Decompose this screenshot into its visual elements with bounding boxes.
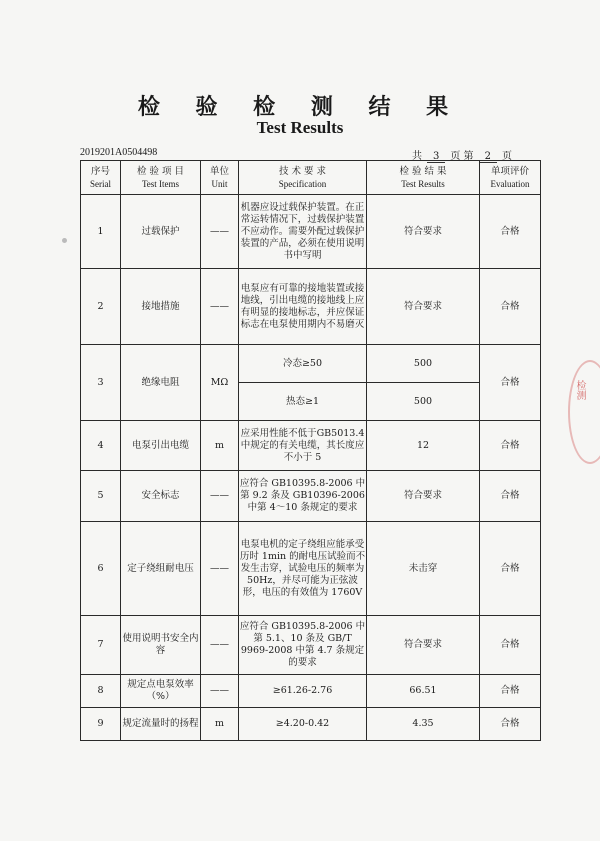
col-header-spec: 技 术 要 求 Specification bbox=[239, 161, 367, 195]
cell-unit: MΩ bbox=[201, 345, 239, 421]
cell-result: 符合要求 bbox=[367, 269, 480, 345]
page-total: 3 bbox=[427, 151, 445, 163]
cell-result: 12 bbox=[367, 421, 480, 471]
cell-spec: ≥61.26-2.76 bbox=[239, 675, 367, 708]
table-row bbox=[81, 616, 541, 675]
cell-spec: 应采用性能不低于GB5013.4 中规定的有关电缆，其长度应不小于 5 bbox=[239, 421, 367, 471]
cell-result-cold: 500 bbox=[367, 345, 480, 383]
cell-evaluation: 合格 bbox=[480, 708, 541, 741]
cell-spec: 电泵应有可靠的接地装置或接地线，引出电缆的接地线上应有明显的接地标志，并应保证标志在电泵使用期内不易磨灭 bbox=[239, 269, 367, 345]
cell-item: 绝缘电阻 bbox=[121, 345, 201, 421]
cell-item: 定子绕组耐电压 bbox=[121, 522, 201, 616]
cell-spec: 应符合 GB10395.8-2006 中第 5.1、10 条及 GB/T 9969-2008 中第 4.7 条规定的要求 bbox=[239, 616, 367, 675]
cell-serial: 4 bbox=[81, 421, 121, 471]
cell-evaluation: 合格 bbox=[480, 269, 541, 345]
cell-serial: 8 bbox=[81, 675, 121, 708]
table-row bbox=[81, 675, 541, 708]
table-row bbox=[81, 522, 541, 616]
page-current: 2 bbox=[479, 151, 497, 163]
cell-unit: —— bbox=[201, 195, 239, 269]
cell-unit: —— bbox=[201, 471, 239, 522]
table-row bbox=[81, 471, 541, 522]
table-header-row bbox=[81, 161, 541, 195]
page-suffix: 页 bbox=[501, 151, 512, 162]
cell-serial: 7 bbox=[81, 616, 121, 675]
col-header-result: 检 验 结 果 Test Results bbox=[367, 161, 480, 195]
cell-evaluation: 合格 bbox=[480, 675, 541, 708]
cell-serial: 6 bbox=[81, 522, 121, 616]
cell-result: 4.35 bbox=[367, 708, 480, 741]
cell-item: 过载保护 bbox=[121, 195, 201, 269]
cell-item: 电泵引出电缆 bbox=[121, 421, 201, 471]
cell-unit: —— bbox=[201, 675, 239, 708]
table-row bbox=[81, 345, 541, 383]
cell-serial: 5 bbox=[81, 471, 121, 522]
seal-stamp bbox=[568, 360, 600, 464]
cell-result: 66.51 bbox=[367, 675, 480, 708]
seal-stamp-text: 检测 bbox=[574, 380, 585, 400]
col-header-unit: 单位 Unit bbox=[201, 161, 239, 195]
cell-evaluation: 合格 bbox=[480, 195, 541, 269]
col-header-item: 检 验 项 目 Test Items bbox=[121, 161, 201, 195]
cell-evaluation: 合格 bbox=[480, 616, 541, 675]
cell-result: 未击穿 bbox=[367, 522, 480, 616]
cell-unit: —— bbox=[201, 522, 239, 616]
cell-result: 符合要求 bbox=[367, 195, 480, 269]
cell-serial: 1 bbox=[81, 195, 121, 269]
cell-item: 使用说明书安全内容 bbox=[121, 616, 201, 675]
cell-result-hot: 500 bbox=[367, 383, 480, 421]
cell-spec-hot: 热态≥1 bbox=[239, 383, 367, 421]
cell-item: 安全标志 bbox=[121, 471, 201, 522]
cell-serial: 9 bbox=[81, 708, 121, 741]
page-prefix: 共 bbox=[412, 151, 422, 162]
cell-item: 规定点电泵效率（%） bbox=[121, 675, 201, 708]
cell-evaluation: 合格 bbox=[480, 345, 541, 421]
report-number: 2019201A0504498 bbox=[80, 147, 158, 158]
cell-unit: m bbox=[201, 421, 239, 471]
cell-unit: m bbox=[201, 708, 239, 741]
cell-item: 接地措施 bbox=[121, 269, 201, 345]
col-header-evaluation: 单项评价 Evaluation bbox=[480, 161, 541, 195]
cell-spec: 机器应设过载保护装置。在正常运转情况下，过载保护装置不应动作。需要外配过载保护装置的产品，必须在使用说明书中写明 bbox=[239, 195, 367, 269]
table-row bbox=[81, 421, 541, 471]
cell-result: 符合要求 bbox=[367, 471, 480, 522]
cell-spec: 电泵电机的定子绕组应能承受历时 1min 的耐电压试验而不发生击穿，试验电压的频率为 50Hz，并尽可能为正弦波形，电压的有效值为 1760V bbox=[239, 522, 367, 616]
page-title-cn: 检 验 检 测 结 果 bbox=[137, 94, 463, 120]
page-title-en: Test Results bbox=[256, 118, 344, 137]
cell-serial: 3 bbox=[81, 345, 121, 421]
cell-spec: ≥4.20-0.42 bbox=[239, 708, 367, 741]
table-row bbox=[81, 708, 541, 741]
cell-unit: —— bbox=[201, 616, 239, 675]
scan-speck bbox=[62, 238, 67, 243]
cell-evaluation: 合格 bbox=[480, 522, 541, 616]
cell-result: 符合要求 bbox=[367, 616, 480, 675]
cell-unit: —— bbox=[201, 269, 239, 345]
cell-spec: 应符合 GB10395.8-2006 中第 9.2 条及 GB10396-2006 中第 4～10 条规定的要求 bbox=[239, 471, 367, 522]
cell-evaluation: 合格 bbox=[480, 471, 541, 522]
cell-spec-cold: 冷态≥50 bbox=[239, 345, 367, 383]
cell-evaluation: 合格 bbox=[480, 421, 541, 471]
page-mid: 页 第 bbox=[450, 151, 474, 162]
cell-item: 规定流量时的扬程 bbox=[121, 708, 201, 741]
cell-serial: 2 bbox=[81, 269, 121, 345]
results-table bbox=[80, 160, 541, 741]
table-row bbox=[81, 195, 541, 269]
col-header-serial: 序号 Serial bbox=[81, 161, 121, 195]
table-row bbox=[81, 269, 541, 345]
